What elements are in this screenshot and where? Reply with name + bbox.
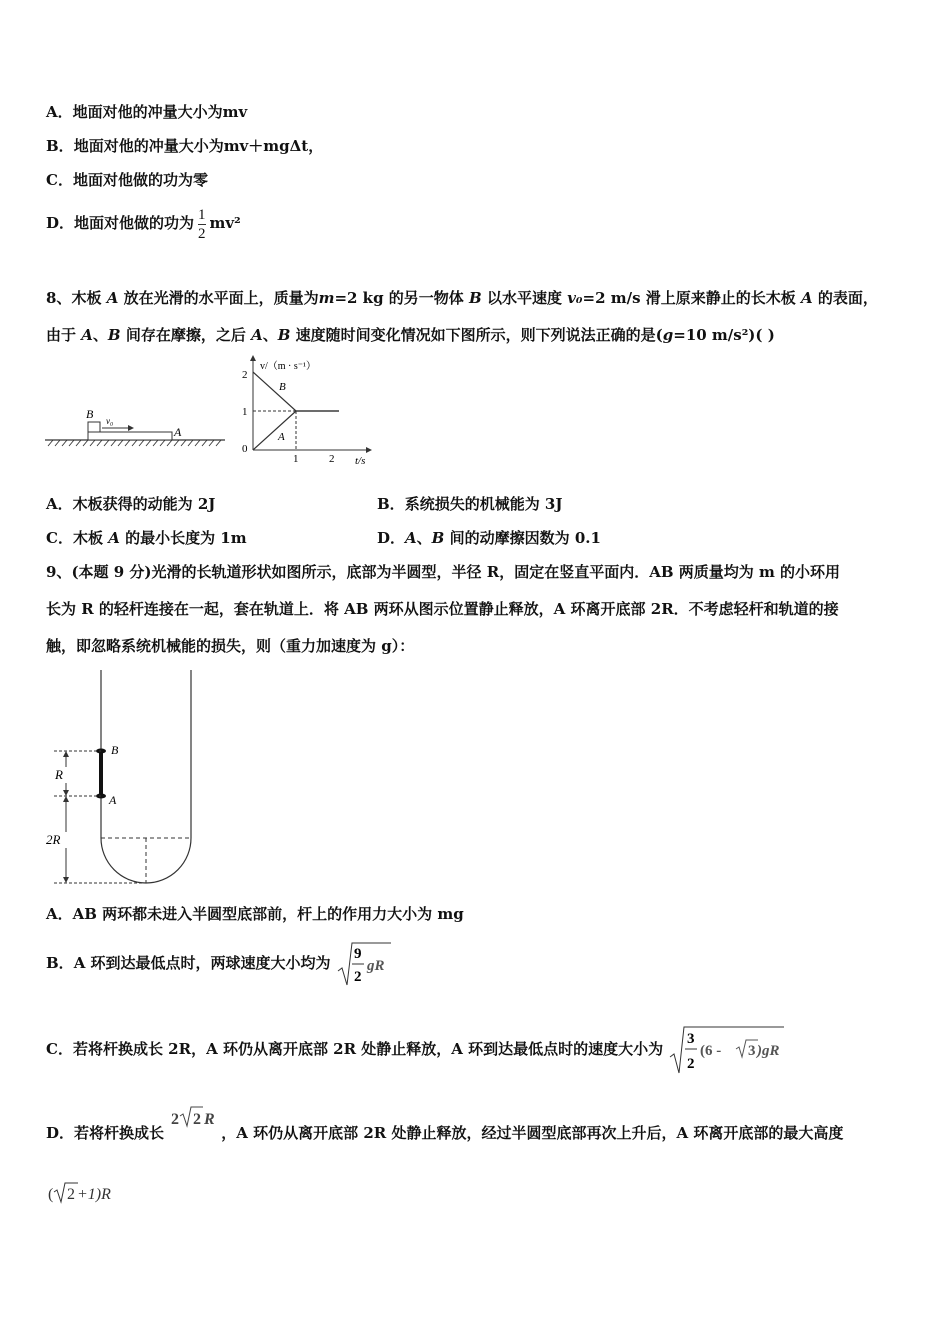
stem-text: 由于 xyxy=(46,326,77,344)
option-text: AB 两环都未进入半圆型底部前，杆上的作用力大小为 mg xyxy=(72,905,464,923)
option-text: 的最小长度为 1m xyxy=(125,529,247,547)
var-b: B xyxy=(277,326,291,344)
q7-option-a xyxy=(46,102,247,122)
var-b: B xyxy=(469,289,482,307)
stem-text: =2 m/s 滑上原来静止的长木板 xyxy=(582,289,796,307)
option-label: C． xyxy=(46,529,73,547)
option-text: ，A 环仍从离开底部 2R 处静止释放，经过半圆型底部再次上升后，A 环离开底部的最大高度 xyxy=(221,1124,844,1142)
var-m: m xyxy=(318,289,335,307)
stem-text: 间存在摩擦，之后 xyxy=(125,326,246,344)
x-tick-label: 2 xyxy=(329,453,335,465)
var-a: A xyxy=(800,289,813,307)
radicand: 3 xyxy=(748,1043,756,1059)
stem-text: 放在光滑的水平面上，质量为 xyxy=(123,289,319,307)
figure8-block-diagram xyxy=(40,400,240,455)
ring-a-label: A xyxy=(109,793,117,807)
var-a: A xyxy=(81,326,93,344)
question-number: 8、 xyxy=(46,289,72,307)
fraction-numerator: 1 xyxy=(198,206,206,223)
radicand: 2 xyxy=(193,1111,202,1128)
rod-length-expression xyxy=(169,1104,221,1134)
stem-text: 的表面， xyxy=(817,289,878,307)
var-a: A xyxy=(108,529,120,547)
option-text: 木板 xyxy=(72,529,103,547)
option-label: B． xyxy=(377,495,405,513)
q8-option-d xyxy=(377,528,601,548)
option-text: 地面对他的冲量大小为mv＋mgΔt， xyxy=(73,137,324,155)
fraction-numerator: 3 xyxy=(687,1031,695,1047)
stem-text: 速度随时间变化情况如下图所示，则下列说法正确的是( xyxy=(295,326,663,344)
q7-option-b xyxy=(46,136,323,156)
series-b-label: B xyxy=(279,381,286,393)
radicand: 2 xyxy=(67,1186,75,1203)
arrow-head-icon xyxy=(128,425,134,431)
option-text: 系统损失的机械能为 3J xyxy=(404,495,563,513)
q9-option-d-answer xyxy=(46,1178,136,1208)
var-g: g xyxy=(662,326,674,344)
stem-text: 以水平速度 xyxy=(486,289,562,307)
q9-option-b xyxy=(46,938,392,989)
expression-tail: gR xyxy=(366,958,385,974)
fraction-denominator: 2 xyxy=(687,1056,695,1072)
var-v0: v₀ xyxy=(567,289,583,307)
x-axis-label: t/s xyxy=(355,455,366,467)
y-axis-label: v/（m · s⁻¹） xyxy=(260,361,317,372)
option-label: C． xyxy=(46,1040,73,1058)
y-tick-label: 0 xyxy=(242,443,248,455)
y-tick-label: 1 xyxy=(242,406,248,418)
option-label: A． xyxy=(46,495,73,513)
coefficient: 2 xyxy=(171,1111,180,1128)
q8-option-b xyxy=(377,494,562,514)
q9-stem-line2 xyxy=(46,599,839,619)
velocity-label: v₀ xyxy=(106,416,114,426)
series-line-b xyxy=(253,372,339,411)
fraction-denominator: 2 xyxy=(198,225,206,242)
option-label: C． xyxy=(46,171,73,189)
option-label: D． xyxy=(46,214,75,232)
sqrt-expression xyxy=(336,939,392,989)
ring-b-label: B xyxy=(111,743,119,757)
fraction-denominator: 2 xyxy=(353,969,362,985)
dim-arrow-icon xyxy=(63,796,69,802)
expression-part: (6 - xyxy=(700,1043,722,1059)
variable: R xyxy=(204,1111,215,1128)
q8-option-c xyxy=(46,528,247,548)
y-axis-arrow-icon xyxy=(250,355,256,361)
dim-arrow-icon xyxy=(63,877,69,883)
q9-stem-line1 xyxy=(46,562,840,582)
option-text: 间的动摩擦因数为 0.1 xyxy=(449,529,601,547)
x-tick-label: 1 xyxy=(293,453,299,465)
option-label: A． xyxy=(46,905,73,923)
var-b: B xyxy=(431,529,445,547)
q8-option-a xyxy=(46,494,215,514)
q8-stem-line2 xyxy=(46,325,775,345)
option-text: 地面对他做的功为零 xyxy=(72,171,208,189)
var-a: A xyxy=(405,529,417,547)
q8-stem-line1 xyxy=(46,288,878,308)
option-text: 、 xyxy=(416,529,432,547)
stem-text: 触，即忽略系统机械能的损失，则（重力加速度为 g）： xyxy=(46,637,415,655)
option-label: D． xyxy=(46,1124,75,1142)
stem-text: 、 xyxy=(92,326,108,344)
var-b: B xyxy=(107,326,121,344)
expression-tail: )gR xyxy=(757,1043,780,1059)
q9-option-a xyxy=(46,904,464,924)
var-a: A xyxy=(251,326,263,344)
option-label: B． xyxy=(46,954,74,972)
board-a xyxy=(88,432,172,440)
stem-text: =10 m/s²)( ) xyxy=(673,326,775,344)
block-label: B xyxy=(86,407,94,421)
stem-text: 、 xyxy=(262,326,278,344)
sqrt-expression xyxy=(668,1023,786,1077)
q9-stem-line3 xyxy=(46,636,414,656)
board-label: A xyxy=(174,425,182,439)
var-a: A xyxy=(106,289,119,307)
expression-part: ( xyxy=(48,1186,54,1203)
question-number: 9、 xyxy=(46,563,72,581)
option-tail: mv² xyxy=(209,214,241,232)
block-b xyxy=(88,422,100,432)
q7-option-d xyxy=(46,205,241,243)
dim-label-2r: 2R xyxy=(46,832,61,847)
stem-text: =2 kg 的另一物体 xyxy=(334,289,464,307)
x-axis-arrow-icon xyxy=(366,447,372,453)
option-label: A． xyxy=(46,103,73,121)
dim-label-r: R xyxy=(55,767,63,782)
option-text: 地面对他的冲量大小为mv xyxy=(72,103,248,121)
option-text: 木板获得的动能为 2J xyxy=(72,495,216,513)
option-text: 若将杆换成长 xyxy=(74,1124,165,1142)
dim-arrow-icon xyxy=(63,790,69,796)
option-text: 若将杆换成长 2R，A 环仍从离开底部 2R 处静止释放，A 环到达最低点时的速度大小为 xyxy=(72,1040,664,1058)
fraction-numerator: 9 xyxy=(353,946,362,962)
expression-tail: +1)R xyxy=(77,1186,111,1203)
option-text: A 环到达最低点时，两球速度大小均为 xyxy=(73,954,331,972)
ground-hatch xyxy=(48,440,221,446)
stem-text: 长为 R 的轻杆连接在一起，套在轨道上．将 AB 两环从图示位置静止释放，A 环离开底部 2R．不考虑轻杆和轨道的接 xyxy=(46,600,839,618)
vt-graph xyxy=(238,352,378,470)
stem-text: 木板 xyxy=(71,289,102,307)
dim-arrow-icon xyxy=(63,751,69,757)
option-label: D． xyxy=(377,529,406,547)
figure9-track-diagram xyxy=(42,668,202,890)
stem-text: (本题 9 分)光滑的长轨道形状如图所示，底部为半圆型，半径 R，固定在竖直平面内．AB 两质量均为 m 的小环用 xyxy=(71,563,841,581)
y-tick-label: 2 xyxy=(242,369,248,381)
fraction xyxy=(198,206,206,243)
series-a-label: A xyxy=(278,431,285,443)
q9-option-c xyxy=(46,1022,786,1077)
q7-option-c xyxy=(46,170,208,190)
option-text: 地面对他做的功为 xyxy=(74,214,195,232)
q9-option-d xyxy=(46,1104,843,1158)
option-label: B． xyxy=(46,137,74,155)
